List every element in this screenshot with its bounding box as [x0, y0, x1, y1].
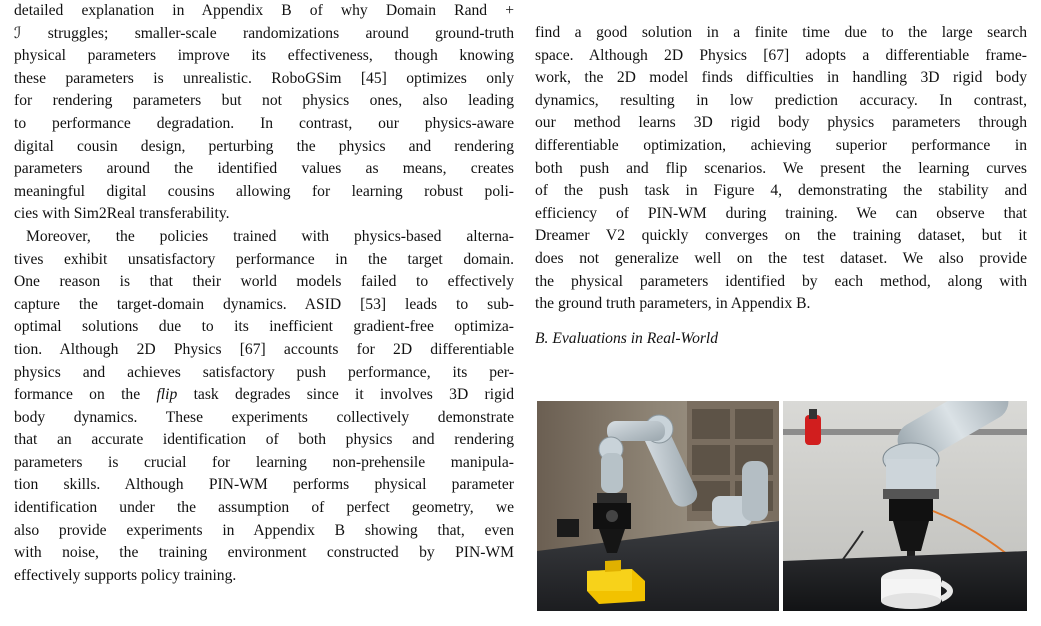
right-column: [535, 0, 1027, 350]
text-line: body dynamics. These experiments collectively demonstrate: [14, 408, 514, 426]
text-line: parameters is crucial for learning non-prehensile manipula-: [14, 453, 514, 471]
text-line: Dreamer V2 quickly converges on the training dataset, but it: [535, 227, 1027, 245]
text-line: One reason is that their world models failed to effectively: [14, 273, 514, 291]
text-line: cies with Sim2Real transferability.: [14, 205, 230, 223]
text-line: tion. Although 2D Physics [67] accounts for 2D differentiable: [14, 340, 514, 358]
text-line: detailed explanation in Appendix B of why Domain Rand +: [14, 2, 514, 19]
text-line: [14, 384, 514, 407]
text-line: both push and flip scenarios. We present the learning curves: [535, 159, 1027, 177]
text-line: capture the target-domain dynamics. ASID [53] leads to sub-: [14, 295, 514, 313]
text-line: also provide experiments in Appendix B showing that, even: [14, 521, 514, 539]
text-line: identification under the assumption of perfect geometry, we: [14, 499, 514, 517]
text-line: with noise, the training environment constructed by PIN-WM: [14, 544, 514, 562]
text-line: effectively supports policy training.: [14, 566, 237, 584]
text-line: of the push task in Figure 4, demonstrating the stability and: [535, 182, 1027, 200]
text-line: find a good solution in a finite time due to the large search: [535, 24, 1027, 41]
text-line: tives exhibit unsatisfactory performance in the target domain.: [14, 250, 514, 268]
emphasis-flip: flip: [156, 386, 178, 404]
text-line: physical parameters improve its effectiveness, though knowing: [14, 47, 514, 65]
push-task-illustration: [537, 401, 779, 611]
text-line: efficiency of PIN-WM during training. We can observe that: [535, 204, 1027, 222]
text-line: tion skills. Although PIN-WM performs physical parameter: [14, 476, 514, 494]
text-line: work, the 2D model finds difficulties in handling 3D rigid body: [535, 69, 1027, 87]
text-line: the ground truth parameters, in Appendix B.: [535, 295, 811, 313]
text-line: that an accurate identification of both physics and rendering: [14, 431, 514, 449]
text-line: these parameters is unrealistic. RoboGSim [45] optimizes only: [14, 69, 514, 87]
text-line: the physical parameters identified by each method, along with: [535, 272, 1027, 290]
section-heading: B. Evaluations in Real-World: [535, 329, 719, 347]
text-fragment: formance on the: [14, 386, 141, 404]
text-line: space. Although 2D Physics [67] adopts a differentiable frame-: [535, 46, 1027, 64]
text-line: dynamics, resulting in low prediction accuracy. In contrast,: [535, 91, 1027, 109]
text-line: optimal solutions due to its inefficient gradient-free optimiza-: [14, 318, 514, 336]
text-line: differentiable optimization, achieving superior performance in: [535, 136, 1027, 154]
real-world-figure: [537, 401, 1027, 611]
flip-task-illustration: [783, 401, 1027, 611]
left-column: [14, 0, 514, 587]
text-line: meaningful digital cousins allowing for learning robust poli-: [14, 182, 514, 200]
text-line: ℐ struggles; smaller-scale randomizations around ground-truth: [14, 24, 514, 42]
push-task-photo: [537, 401, 779, 611]
text-line: does not generalize well on the test dataset. We also provide: [535, 249, 1027, 267]
text-line: digital cousin design, perturbing the physics and rendering: [14, 137, 514, 155]
text-line: physics and achieves satisfactory push performance, its per-: [14, 363, 514, 381]
text-line: our method learns 3D rigid body physics parameters through: [535, 114, 1027, 132]
text-line: to performance degradation. In contrast, our physics-aware: [14, 114, 514, 132]
text-fragment: task degrades since it involves 3D rigid: [193, 386, 514, 404]
text-line: Moreover, the policies trained with physics-based alterna-: [26, 227, 514, 245]
text-line: parameters around the identified values as means, creates: [14, 160, 514, 178]
text-line: for rendering parameters but not physics ones, also leading: [14, 92, 514, 110]
flip-task-photo: [783, 401, 1027, 611]
